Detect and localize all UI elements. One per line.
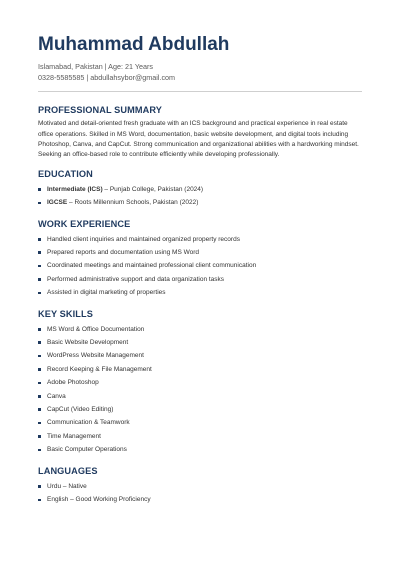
location-age-line: Islamabad, Pakistan | Age: 21 Years xyxy=(38,61,153,71)
bullet-icon xyxy=(38,435,41,438)
bullet-icon xyxy=(38,251,41,254)
bullet-icon xyxy=(38,449,41,452)
bullet-icon xyxy=(38,238,41,241)
language-item xyxy=(38,493,362,506)
bullet-icon xyxy=(38,395,41,398)
bullet-icon xyxy=(38,485,41,488)
skill-text: Record Keeping & File Management xyxy=(47,365,152,373)
bullet-icon xyxy=(38,355,41,358)
skill-item xyxy=(38,443,362,456)
education-item xyxy=(38,196,362,209)
education-detail: – Punjab College, Pakistan (2024) xyxy=(102,185,204,193)
skill-item xyxy=(38,323,362,336)
language-item xyxy=(38,480,362,493)
skill-item xyxy=(38,416,362,429)
experience-item xyxy=(38,246,362,259)
experience-text: Handled client inquiries and maintained organized property records xyxy=(47,235,240,243)
experience-text: Assisted in digital marketing of properties xyxy=(47,289,166,297)
bullet-icon xyxy=(38,265,41,268)
skill-item xyxy=(38,403,362,416)
education-list xyxy=(38,183,362,210)
skill-item xyxy=(38,430,362,443)
skill-item xyxy=(38,349,362,362)
education-degree: IGCSE xyxy=(47,199,68,207)
skills-heading: KEY SKILLS xyxy=(38,308,93,319)
bullet-icon xyxy=(38,188,41,191)
skill-text: Communication & Teamwork xyxy=(47,419,130,427)
experience-text: Coordinated meetings and maintained professional client communication xyxy=(47,262,257,270)
bullet-icon xyxy=(38,292,41,295)
skill-text: WordPress Website Management xyxy=(47,352,144,360)
experience-heading: WORK EXPERIENCE xyxy=(38,218,131,229)
experience-item xyxy=(38,273,362,286)
education-section xyxy=(38,169,362,210)
experience-section xyxy=(38,219,362,300)
bullet-icon xyxy=(38,328,41,331)
skill-text: Time Management xyxy=(47,432,101,440)
header-divider xyxy=(38,91,362,92)
candidate-name: Muhammad Abdullah xyxy=(38,34,230,55)
language-text: Urdu – Native xyxy=(47,482,87,490)
skills-list xyxy=(38,323,362,457)
skills-section xyxy=(38,309,362,457)
language-text: English – Good Working Proficiency xyxy=(47,496,151,503)
bullet-icon xyxy=(38,202,41,205)
bullet-icon xyxy=(38,382,41,385)
skill-item xyxy=(38,390,362,403)
skill-item xyxy=(38,363,362,376)
skill-text: Adobe Photoshop xyxy=(47,379,99,387)
bullet-icon xyxy=(38,499,41,502)
skill-text: Basic Website Development xyxy=(47,338,129,346)
summary-heading: PROFESSIONAL SUMMARY xyxy=(38,105,162,116)
skill-item xyxy=(38,336,362,349)
summary-section xyxy=(38,105,362,159)
education-item xyxy=(38,183,362,196)
experience-item xyxy=(38,286,362,299)
education-detail: – Roots Millennium Schools, Pakistan (2022) xyxy=(67,199,199,207)
languages-list xyxy=(38,480,362,507)
education-heading: EDUCATION xyxy=(38,168,93,179)
experience-list xyxy=(38,233,362,300)
languages-heading: LANGUAGES xyxy=(38,465,98,476)
bullet-icon xyxy=(38,341,41,344)
bullet-icon xyxy=(38,408,41,411)
summary-text: Motivated and detail-oriented fresh graduate with an ICS background and practical experience in real estate office operations. Skilled in MS Word, documentation, basic website development, and digital tools including Photoshop, Canva, and CapCut. Strong communication and organizational abilities with a hardworking mindset. Seeking an office-based role to contribute efficiently while developing professionally. xyxy=(38,120,359,158)
bullet-icon xyxy=(38,278,41,281)
languages-section xyxy=(38,466,362,507)
experience-item xyxy=(38,233,362,246)
skill-text: CapCut (Video Editing) xyxy=(47,405,114,413)
skill-text: Basic Computer Operations xyxy=(47,446,127,454)
experience-text: Prepared reports and documentation using MS Word xyxy=(47,248,199,256)
bullet-icon xyxy=(38,422,41,425)
education-degree: Intermediate (ICS) xyxy=(47,185,103,193)
experience-item xyxy=(38,259,362,272)
experience-text: Performed administrative support and data organization tasks xyxy=(47,275,225,283)
skill-item xyxy=(38,376,362,389)
skill-text: Canva xyxy=(47,392,66,400)
bullet-icon xyxy=(38,368,41,371)
skill-text: MS Word & Office Documentation xyxy=(47,325,145,333)
contact-line: 0328-5585585 | abdullahsybor@gmail.com xyxy=(38,72,176,82)
